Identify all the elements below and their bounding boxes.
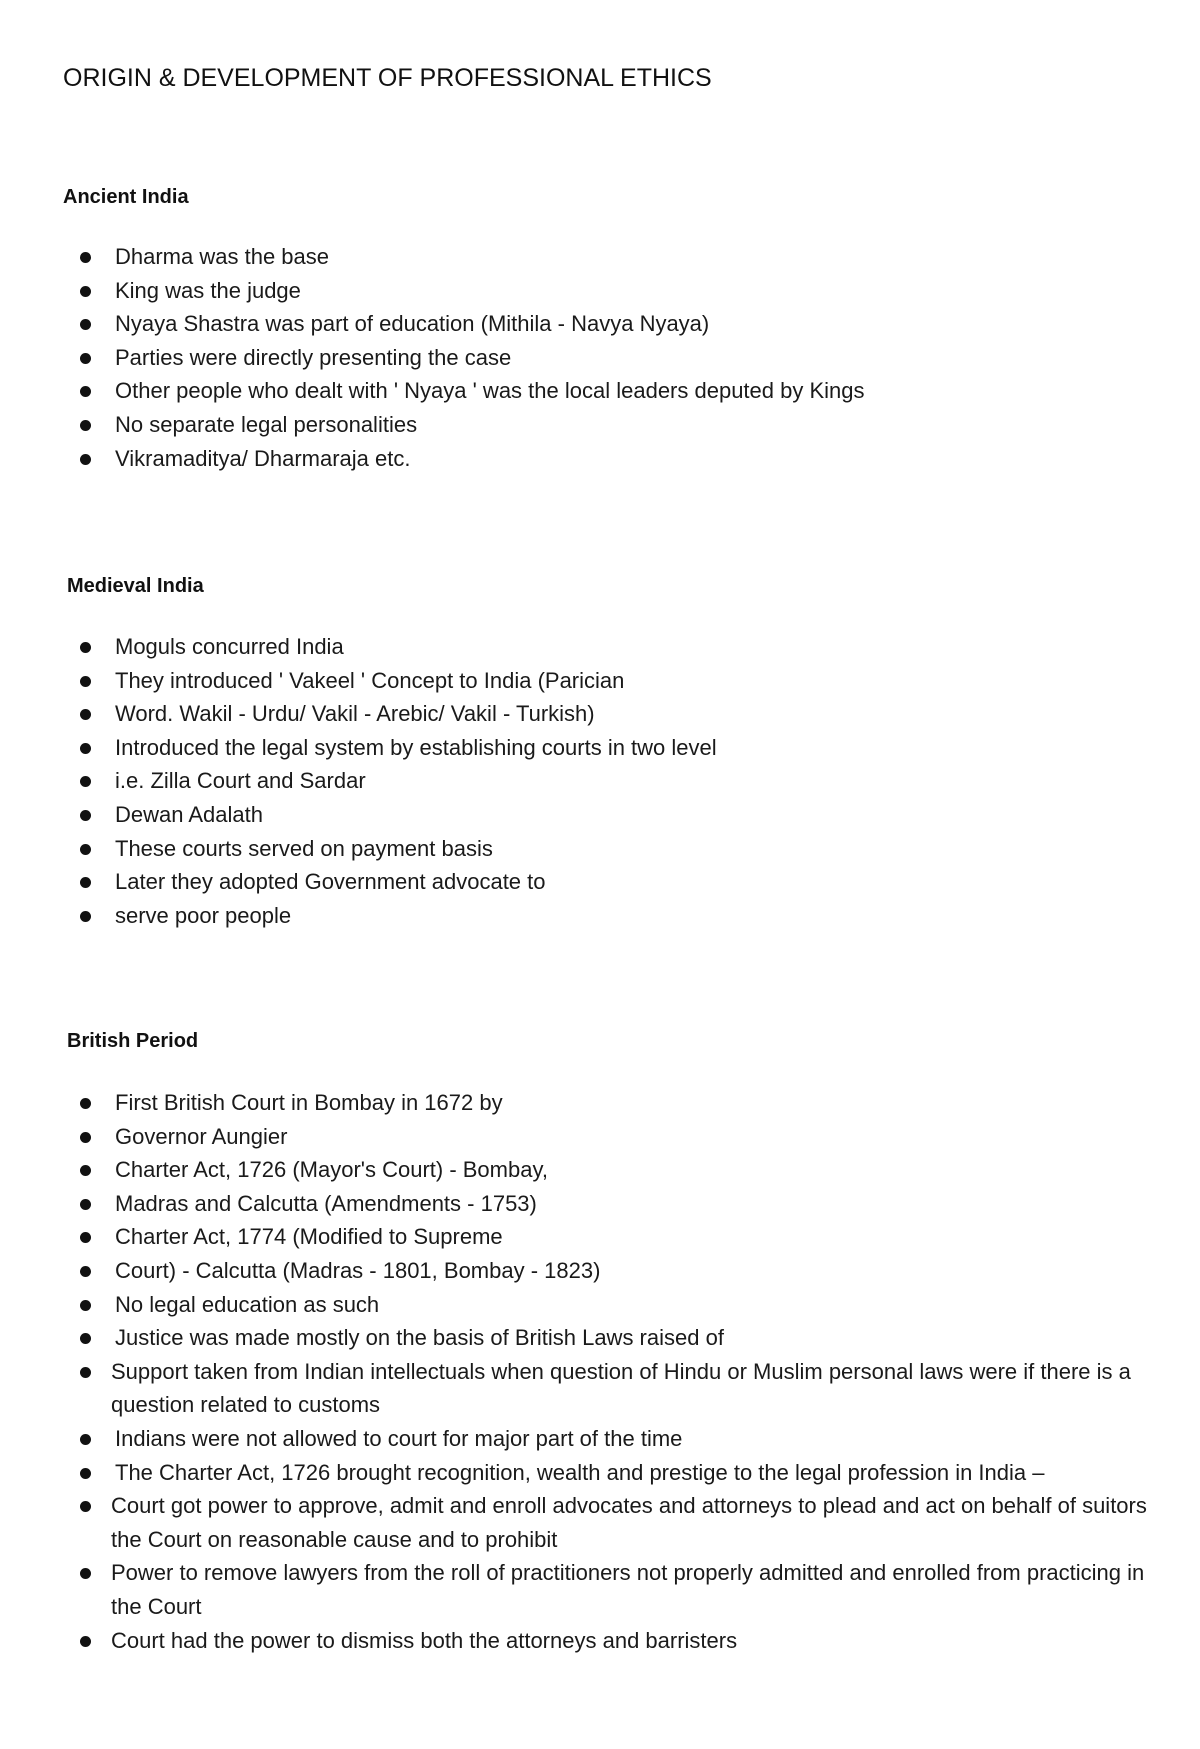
bullet-icon [80,1098,91,1109]
list-item [78,1254,1180,1288]
medieval-india-list [78,630,717,932]
bullet-icon [80,1199,91,1210]
bullet-icon [80,810,91,821]
bullet-icon [80,642,91,653]
bullet-icon [80,1232,91,1243]
list-item [78,1489,1176,1556]
bullet-icon [80,420,91,431]
list-item-text: Parties were directly presenting the case [115,344,512,370]
list-item-text: They introduced ' Vakeel ' Concept to India (Parician [115,667,625,693]
list-item-text: No separate legal personalities [115,411,418,437]
list-item-text: i.e. Zilla Court and Sardar [115,768,366,794]
bullet-icon [80,877,91,888]
bullet-icon [80,353,91,364]
bullet-icon [80,286,91,297]
list-item-text: Dharma was the base [115,244,329,269]
bullet-icon [80,776,91,787]
list-item-text: Charter Act, 1774 (Modified to Supreme [115,1224,503,1250]
list-item-text: Support taken from Indian intellectuals when question of Hindu or Muslim personal laws were if there is a question related to customs [111,1358,1131,1418]
bullet-icon [80,844,91,855]
bullet-icon [80,676,91,687]
bullet-icon [80,1132,91,1143]
bullet-icon [80,1266,91,1277]
bullet-icon [80,709,91,720]
list-item [78,731,717,765]
list-item [78,442,865,476]
list-item-text: Introduced the legal system by establishing courts in two level [115,734,717,760]
bullet-icon [80,1333,91,1344]
list-item-text: Nyaya Shastra was part of education (Mithila - Navya Nyaya) [115,311,710,337]
list-item [78,798,717,832]
list-item-text: Court) - Calcutta (Madras - 1801, Bombay - 1823) [115,1257,601,1283]
list-item [78,899,717,933]
list-item [78,1355,1176,1422]
list-item-text: Charter Act, 1726 (Mayor's Court) - Bombay, [115,1157,548,1183]
bullet-icon [80,319,91,330]
list-item [78,374,865,408]
list-item [78,274,865,308]
list-item-text: Power to remove lawyers from the roll of practitioners not properly admitted and enrolled from practicing in the Court [111,1560,1145,1619]
list-item [78,764,717,798]
section-heading-ancient-india: Ancient India [63,186,189,208]
bullet-icon [80,1636,91,1647]
list-item-text: Indians were not allowed to court for major part of the time [115,1425,683,1451]
list-item [78,697,717,731]
section-heading-british-period: British Period [67,1030,199,1052]
bullet-icon [80,386,91,397]
list-item-text: The Charter Act, 1726 brought recognition, wealth and prestige to the legal profession in India – [115,1459,1045,1485]
bullet-icon [80,1501,91,1512]
bullet-icon [80,1300,91,1311]
bullet-icon [80,743,91,754]
list-item-text: Later they adopted Government advocate to [115,869,546,895]
list-item-text: Moguls concurred India [115,634,344,659]
bullet-icon [80,1468,91,1479]
list-item [78,1288,1180,1322]
bullet-icon [80,1434,91,1445]
list-item-text: Madras and Calcutta (Amendments - 1753) [115,1190,537,1216]
list-item [78,832,717,866]
list-item [78,1556,1176,1623]
list-item-text: Vikramaditya/ Dharmaraja etc. [115,445,411,471]
document-title: ORIGIN & DEVELOPMENT OF PROFESSIONAL ETHICS [63,64,712,92]
ancient-india-list [78,240,865,475]
list-item [78,307,865,341]
list-item-text: Dewan Adalath [115,801,263,827]
list-item [78,341,865,375]
list-item [78,865,717,899]
list-item [78,1120,1180,1154]
section-heading-medieval-india: Medieval India [67,575,204,597]
list-item [78,408,865,442]
list-item-text: First British Court in Bombay in 1672 by [115,1090,503,1115]
list-item [78,240,865,274]
bullet-icon [80,454,91,465]
bullet-icon [80,1165,91,1176]
list-item-text: Justice was made mostly on the basis of British Laws raised of [115,1325,724,1351]
bullet-icon [80,1568,91,1579]
list-item [78,1086,1180,1120]
list-item-text: No legal education as such [115,1291,380,1317]
list-item-text: Court had the power to dismiss both the attorneys and barristers [111,1627,738,1653]
list-item-text: Word. Wakil - Urdu/ Vakil - Arebic/ Vakil - Turkish) [115,701,595,727]
list-item-text: King was the judge [115,277,301,303]
list-item [78,1456,1180,1490]
list-item [78,1624,1176,1658]
list-item-text: Governor Aungier [115,1123,288,1149]
list-item [78,630,717,664]
list-item-text: serve poor people [115,902,292,928]
british-period-list [78,1086,1180,1657]
bullet-icon [80,252,91,263]
list-item [78,1153,1180,1187]
bullet-icon [80,911,91,922]
list-item [78,1422,1180,1456]
list-item [78,1220,1180,1254]
list-item [78,1187,1180,1221]
list-item [78,664,717,698]
list-item [78,1321,1180,1355]
bullet-icon [80,1367,91,1378]
list-item-text: Other people who dealt with ' Nyaya ' was the local leaders deputed by Kings [115,378,865,404]
list-item-text: Court got power to approve, admit and enroll advocates and attorneys to plead and act on behalf of suitors the Court on reasonable cause and to prohibit [111,1493,1147,1552]
list-item-text: These courts served on payment basis [115,835,493,861]
